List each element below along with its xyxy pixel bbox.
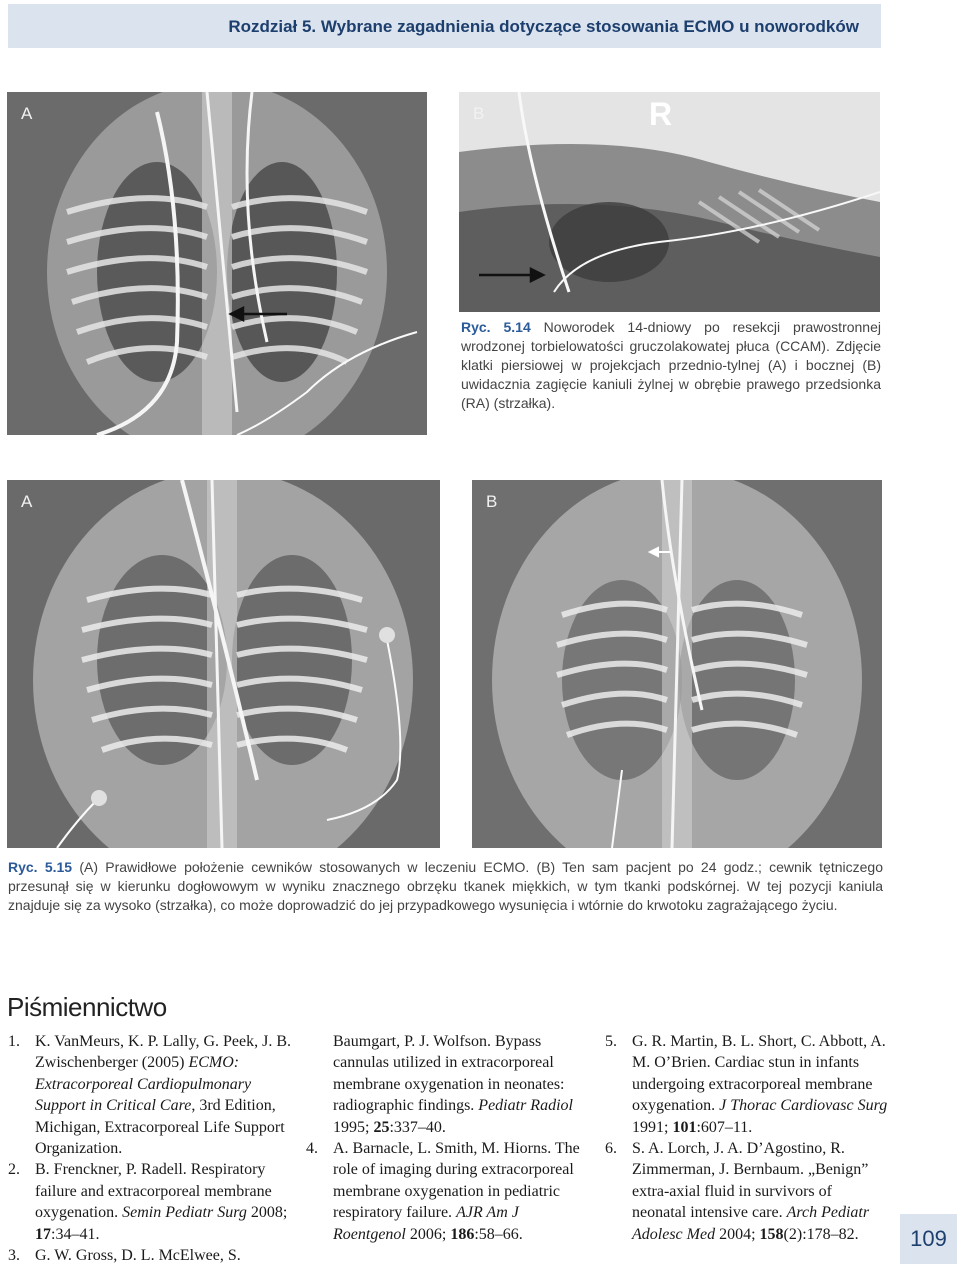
figure-caption-5-15 [8, 858, 883, 915]
reference-text: S. A. Lorch, J. A. D’Agostino, R. Zimmerman, J. Bernbaum. „Benign” extra-axial fluid in survivors of neonatal intensive care. Arch Pediatr Adolesc Med 2004; 158(2):178–82. [632, 1140, 870, 1243]
xray-5-15-a [7, 480, 440, 848]
references-column-3 [605, 1031, 890, 1245]
reference-text: Baumgart, P. J. Wolfson. Bypass cannulas utilized in extracorporeal membrane oxygenation in neonates: radiographic findings. Pediatr Radiol 1995; 25:337–40. [333, 1033, 573, 1136]
references-heading: Piśmiennictwo [7, 992, 167, 1022]
reference-item [605, 1031, 890, 1138]
reference-item [8, 1159, 293, 1245]
reference-item [306, 1138, 586, 1245]
reference-item [8, 1031, 293, 1159]
figure-caption-text-5-15: (A) Prawidłowe położenie cewników stosowanych w leczeniu ECMO. (B) Ten sam pacjent po 24 godz.; cewnik tętniczego przesunął się w kierunku dogłowowym w wyniku znacznego obrzęku tkanek miękkich, w tym tkanki podskórnej. W tej pozycji kaniula znajduje się za wysoko (strzałka), co może doprowadzić do jej przypadkowego wysunięcia i wtórnie do krwotoku zagrażającego życiu. [8, 859, 883, 913]
panel-label-b: B [473, 104, 485, 123]
reference-number: 1. [8, 1033, 20, 1050]
xray-5-15-a-drawing [7, 480, 440, 848]
xray-5-14-a-drawing [7, 92, 427, 435]
reference-text: G. W. Gross, D. L. McElwee, S. [35, 1247, 241, 1265]
reference-item [306, 1031, 586, 1138]
reference-number: 4. [306, 1140, 318, 1158]
figure-number-5-15: Ryc. 5.15 [8, 859, 73, 875]
figure-caption-text-5-14: Noworodek 14-dniowy po resekcji prawostronnej wrodzonej torbielowatości gruczolakowatej płuca (CCAM). Zdjęcie klatki piersiowej w projekcjach przednio-tylnej (A) i bocznej (B) uwidacznia zagięcie kaniuli żylnej w obrębie prawego przedsionka (RA) (strzałka). [461, 319, 881, 411]
page-number-box [900, 1214, 957, 1264]
reference-text: K. VanMeurs, K. P. Lally, G. Peek, J. B. Zwischenberger (2005) ECMO: Extracorporeal Cardiopulmonary Support in Critical Care, 3rd Edition, Michigan, Extracorporeal Life Support Organization. [35, 1033, 291, 1158]
chapter-header-band [8, 4, 881, 48]
panel-label-b: B [486, 492, 498, 511]
panel-label-a: A [21, 492, 33, 511]
reference-number: 5. [605, 1033, 617, 1050]
reference-number [306, 1031, 333, 1138]
reference-number: 3. [8, 1247, 20, 1265]
xray-5-14-a [7, 92, 427, 435]
reference-item [605, 1138, 890, 1245]
xray-5-15-b [472, 480, 882, 848]
r-side-marker: R [649, 96, 673, 132]
reference-text: B. Frenckner, P. Radell. Respiratory failure and extracorporeal membrane oxygenation. Semin Pediatr Surg 2008; 17:34–41. [35, 1161, 288, 1243]
reference-number: 6. [605, 1140, 617, 1158]
xray-5-15-b-drawing [472, 480, 882, 848]
reference-number: 2. [8, 1161, 20, 1179]
references-column-1 [8, 1031, 293, 1266]
references-column-2 [306, 1031, 586, 1245]
reference-item [8, 1245, 293, 1266]
reference-text: A. Barnacle, L. Smith, M. Hiorns. The role of imaging during extracorporeal membrane oxygenation in pediatric respiratory failure. AJR Am J Roentgenol 2006; 186:58–66. [333, 1140, 580, 1243]
reference-text: G. R. Martin, B. L. Short, C. Abbott, A. M. O’Brien. Cardiac stun in infants undergoing extracorporeal membrane oxygenation. J Thorac Cardiovasc Surg 1991; 101:607–11. [632, 1033, 888, 1136]
panel-label-a: A [21, 104, 33, 123]
figure-caption-5-14 [461, 318, 881, 413]
xray-5-14-b [459, 92, 880, 312]
page-number: 109 [910, 1226, 947, 1251]
chapter-title: Rozdział 5. Wybrane zagadnienia dotyczące stosowania ECMO u noworodków [228, 17, 859, 36]
figure-number-5-14: Ryc. 5.14 [461, 319, 531, 335]
